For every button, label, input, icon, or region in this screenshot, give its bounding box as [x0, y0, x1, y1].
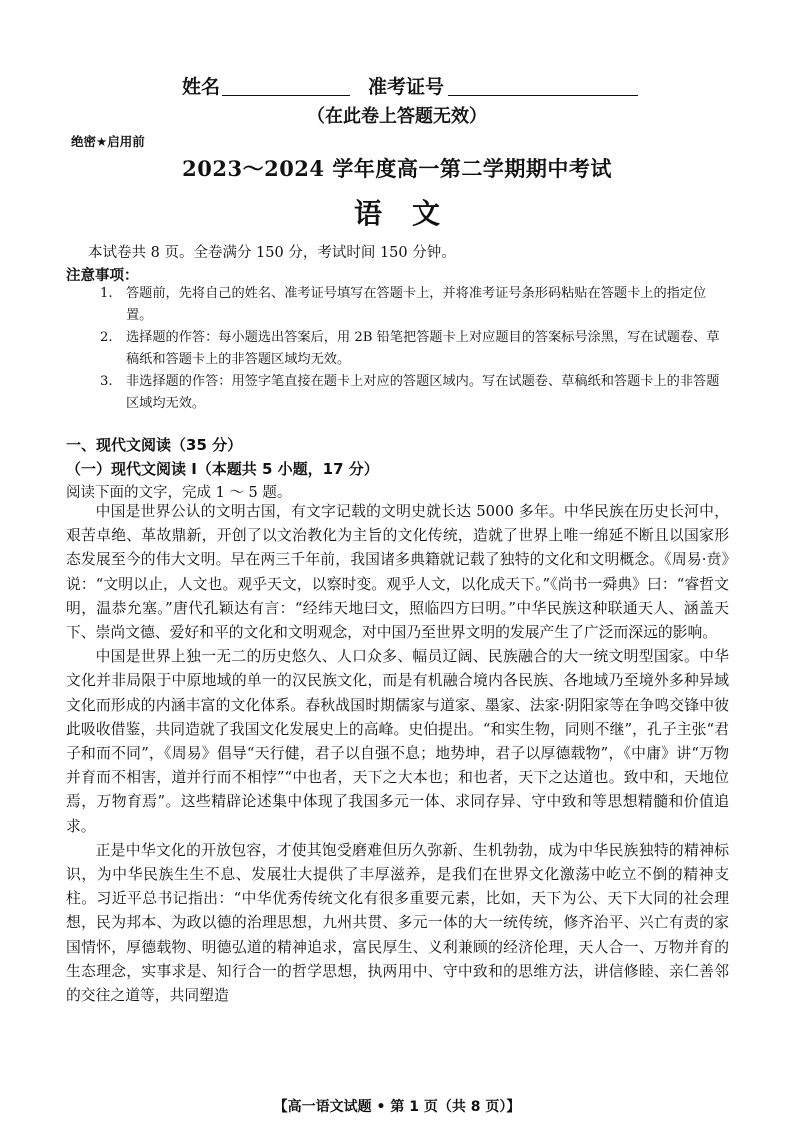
passage-paragraph: 中国是世界公认的文明古国，有文字记载的文明史就长达 5000 多年。中华民族在历史长河中，艰苦卓绝、革故鼎新，开创了以文治教化为主旨的文化传统，造就了世界上唯一绵延不断且以国家形态发展至今的伟大文明。早在两三千年前，我国诸多典籍就记载了独特的文化和文明概念。《周易·贲》说：“文明以止，人文也。观乎天文，以察时变。观乎人文，以化成天下。”《尚书一舜典》曰：“睿哲文明，温恭允塞。”唐代孔颖达有言：“经纬天地曰文，照临四方曰明。”中华民族这种联通天人、涵盖天下、崇尚文德、爱好和平的文化和文明观念，对中国乃至世界文明的发展产生了广泛而深远的影响。 — [66, 503, 729, 642]
invalid-answer-note: （在此卷上答题无效） — [307, 106, 487, 127]
name-blank-line — [222, 95, 350, 96]
passage-paragraph: 正是中华文化的开放包容，才使其饱受磨难但历久弥新、生机勃勃，成为中华民族独特的精神标识，为中华民族生生不息、发展壮大提供了丰厚滋养，是我们在世界文化激荡中屹立不倒的精神支柱。习近平总书记指出：“中华优秀传统文化有很多重要元素，比如，天下为公、天下大同的社会理想，民为邦本、为政以德的治理思想，九州共贯、多元一体的大一统传统，修齐治平、兴亡有责的家国情怀，厚德载物、明德弘道的精神追求，富民厚生、义利兼顾的经济伦理，天人合一、万物并育的生态理念，实事求是、知行合一的哲学思想，执两用中、守中致和的思维方法，讲信修睦、亲仁善邻的交往之道等，共同塑造 — [66, 841, 729, 1005]
notice-text: 非选择题的作答：用签字笔直接在题卡上对应的答题区域内。写在试题卷、草稿纸和答题卡上的非答题区域均无效。 — [126, 374, 720, 411]
notice-title: 注意事项： — [66, 268, 139, 284]
section-title: 一、现代文阅读（35 分） — [66, 436, 243, 454]
exam-number-blank-line — [448, 95, 638, 96]
notice-item — [100, 327, 730, 371]
reading-instruction: 阅读下面的文字，完成 1 ～ 5 题。 — [66, 485, 292, 501]
subsection-title: （一）现代文阅读 I（本题共 5 小题，17 分） — [66, 460, 379, 478]
page-footer: 【高一语文试题 • 第 1 页（共 8 页）】 — [273, 1099, 521, 1115]
confidential-label: 绝密★启用前 — [71, 134, 145, 149]
exam-number-label: 准考证号 — [368, 76, 445, 98]
notice-item — [100, 371, 730, 415]
notice-text: 选择题的作答：每小题选出答案后，用 2B 铅笔把答题卡上对应题目的答案标号涂黑，写在试题卷、草稿纸和答题卡上的非答题区域均无效。 — [126, 330, 720, 367]
exam-title: 2023～2024 学年度高一第二学期期中考试 — [182, 156, 612, 181]
subject-title: 语文 — [353, 197, 470, 230]
notice-number: 3. — [100, 374, 113, 389]
exam-intro: 本试卷共 8 页。全卷满分 150 分，考试时间 150 分钟。 — [88, 245, 456, 261]
notice-number: 1. — [100, 286, 113, 301]
notice-number: 2. — [100, 330, 113, 345]
reading-passage — [66, 500, 729, 1008]
notice-list — [100, 283, 730, 415]
candidate-info-row — [0, 72, 794, 98]
passage-paragraph: 中国是世界上独一无二的历史悠久、人口众多、幅员辽阔、民族融合的大一统文明型国家。中华文化并非局限于中原地域的单一的汉民族文化，而是有机融合境内各民族、各地域乃至境外多种异域文化而形成的内涵丰富的文化体系。春秋战国时期儒家与道家、墨家、法家·阴阳家等在争鸣交锋中彼此吸收借鉴，共同造就了我国文化发展史上的高峰。史伯提出。“和实生物，同则不继”，孔子主张“君子和而不同”，《周易》倡导“天行健，君子以自强不息；地势坤，君子以厚德载物”，《中庸》讲“万物并育而不相害，道并行而不相悖”“中也者，天下之大本也；和也者，天下之达道也。致中和，天地位焉，万物育焉”。这些精辟论述集中体现了我国多元一体、求同存异、守中致和等思想精髓和价值追求。 — [66, 648, 729, 835]
notice-text: 答题前，先将自己的姓名、准考证号填写在答题卡上，并将准考证号条形码粘贴在答题卡上的指定位置。 — [126, 286, 707, 323]
notice-item — [100, 283, 730, 327]
name-label: 姓名 — [182, 76, 221, 98]
